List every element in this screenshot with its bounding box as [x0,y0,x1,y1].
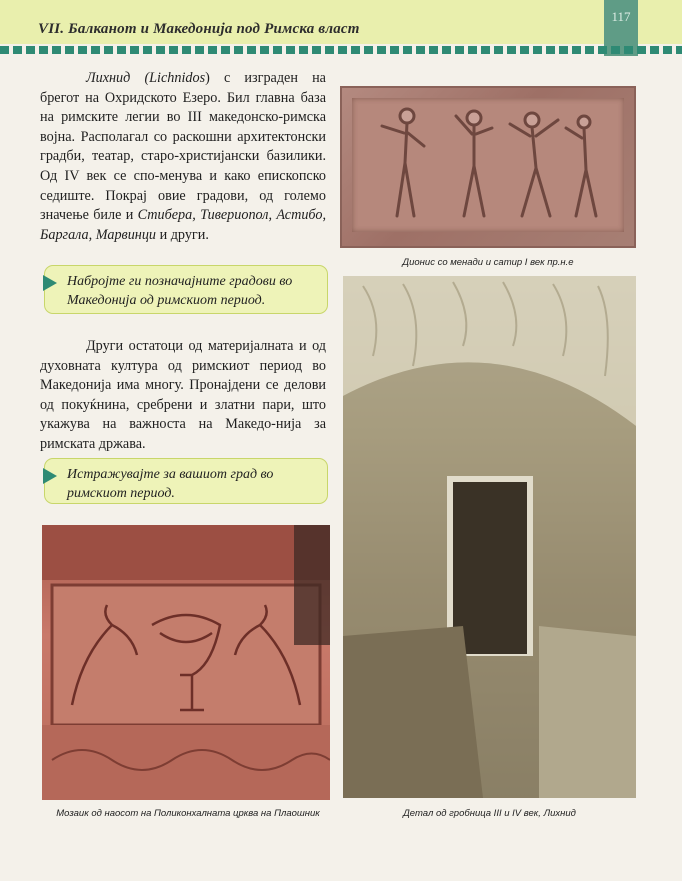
relief-figures [352,98,608,224]
task-callout-2 [44,458,328,504]
tomb-caption: Детал од гробница III и IV век, Лихнид [403,808,576,819]
chapter-title: VII. Балканот и Македонија под Римска власт [38,21,360,37]
task-text-1: Набројте ги позначајните градови во Македонија од римскиот период. [67,274,293,308]
para1-text-5: и други. [156,226,209,243]
mosaic-caption: Мозаик од наосот на Поликонхалната црква на Плаошник [56,808,320,819]
relief-caption: Дионис со менади и сатир I век пр.н.е [402,257,574,268]
arrow-right-icon [43,275,57,291]
tomb-photo [343,276,636,798]
paragraph-lychnidos [40,69,326,245]
para1-text-3: ) с изграден на брегот на Охридското Езеро. Бил главна база на римските легии во III македонско-римска војна. Располагал со раскошни архитектонски градби, театар, старо-христијански базилики. Од IV век се спо-менува и како епископско седиште. Покрај овие градови, од големо значење биле и [40,70,326,224]
para1-city-list: Стибера, Тивериопол, Астибо, Баргала, Марвинци [40,207,327,243]
para1-text-1: Лихнид ( [86,70,150,86]
relief-panel [352,98,624,232]
mosaic-illustration [42,525,330,800]
para2-text: Други остатоци од материјалната и од духовната култура од римскиот период во Македонија има многу. Пронајдени се делови од покуќнина, сребрени и златни пари, што укажува на важноста на Македо-нија за римската држава. [40,338,326,452]
tomb-illustration [343,276,636,798]
relief-photo [340,86,636,248]
paragraph-remains [40,337,326,455]
task-callout-1 [44,265,328,314]
arrow-right-icon [43,468,57,484]
page-header [0,0,682,44]
mosaic-photo [42,525,330,800]
dashed-divider [0,46,682,54]
task-text-2: Истражувајте за вашиот град во римскиот период. [67,467,274,501]
para1-latin-name: Lichnidos [149,70,206,86]
page-number: 117 [611,9,631,24]
